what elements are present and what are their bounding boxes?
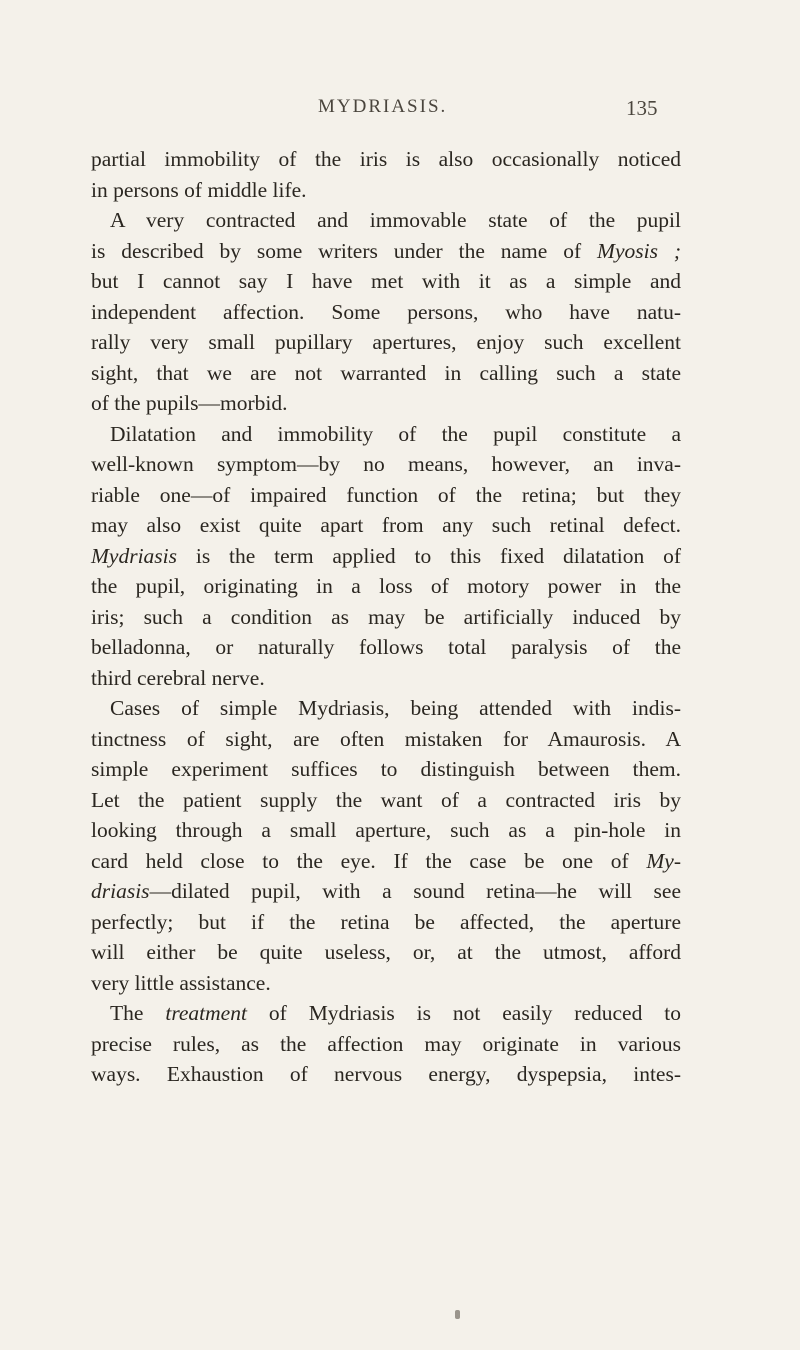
text-line: Dilatation and immobility of the pupil constitute a	[110, 421, 681, 446]
text-line: riable one—of impaired function of the retina; but they	[91, 482, 681, 507]
text-line: of the pupils—morbid.	[91, 391, 288, 415]
text-line: well-known symptom—by no means, however, an inva-	[91, 452, 681, 476]
text-line: sight, that we are not warranted in calling such a state	[91, 360, 681, 385]
text-line: iris; such a condition as may be artificially induced by	[91, 604, 681, 629]
running-head-title: MYDRIASIS.	[318, 96, 448, 117]
text-line: partial immobility of the iris is also occasionally noticed	[91, 147, 681, 171]
text-line: Cases of simple Mydriasis, being attended with indis-	[110, 696, 681, 720]
text-line: The treatment of Mydriasis is not easily reduced to	[110, 1001, 681, 1025]
ink-speck	[455, 1310, 460, 1319]
text-line: Mydriasis is the term applied to this fixed dilatation of	[91, 543, 681, 568]
text-line: precise rules, as the affection may originate in various	[91, 1031, 681, 1056]
text-line: A very contracted and immovable state of the pupil	[110, 208, 681, 232]
running-head	[0, 96, 800, 126]
text-line: is described by some writers under the name of Myosis ;	[91, 238, 681, 263]
text-line: ways. Exhaustion of nervous energy, dyspepsia, intes-	[91, 1062, 681, 1086]
text-line: but I cannot say I have met with it as a simple and	[91, 269, 681, 293]
text-line: Let the patient supply the want of a contracted iris by	[91, 787, 681, 812]
text-line: in persons of middle life.	[91, 177, 307, 202]
text-line: rally very small pupillary apertures, enjoy such excellent	[91, 330, 681, 354]
text-line: will either be quite useless, or, at the utmost, afford	[91, 940, 681, 964]
text-line: third cerebral nerve.	[91, 665, 265, 690]
text-line: belladonna, or naturally follows total paralysis of the	[91, 635, 681, 659]
text-line: the pupil, originating in a loss of motory power in the	[91, 574, 681, 598]
text-line: perfectly; but if the retina be affected, the aperture	[91, 909, 681, 934]
text-line: independent affection. Some persons, who have natu-	[91, 299, 681, 324]
text-line: tinctness of sight, are often mistaken for Amaurosis. A	[91, 726, 681, 751]
text-line: simple experiment suffices to distinguish between them.	[91, 757, 681, 781]
text-line: driasis—dilated pupil, with a sound retina—he will see	[91, 879, 681, 903]
text-line: very little assistance.	[91, 970, 271, 995]
text-line: may also exist quite apart from any such retinal defect.	[91, 513, 681, 537]
body-text	[91, 144, 681, 1090]
text-line: looking through a small aperture, such as a pin-hole in	[91, 818, 681, 842]
text-line: card held close to the eye. If the case be one of My-	[91, 848, 681, 873]
page-number: 135	[626, 96, 658, 120]
